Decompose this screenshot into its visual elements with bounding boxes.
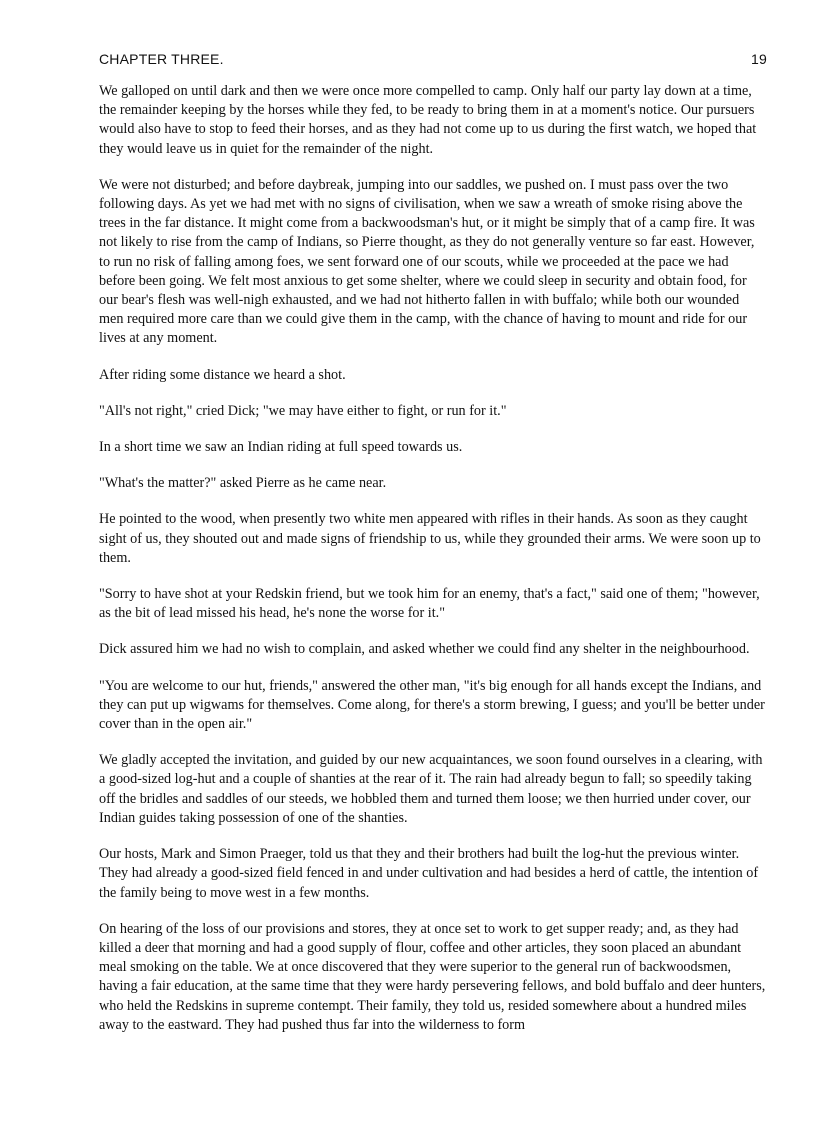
paragraph: "All's not right," cried Dick; "we may have either to fight, or run for it." [99,402,507,419]
paragraph: We gladly accepted the invitation, and guided by our new acquaintances, we soon found ourselves in a clearing, with a good-sized log-hut and a couple of shanties at the rear of it. The rain had already begun to fall; so speedily taking off the bridles and saddles of our steeds, we hobbled them and turned them loose; we then hurried under cover, our Indian guides taking possession of one of the shanties. [99,752,763,826]
page-number: 19 [751,51,767,67]
paragraph: We galloped on until dark and then we were once more compelled to camp. Only half our party lay down at a time, the remainder keeping by the horses while they fed, to be ready to bring them in at a moment's notice. Our pursuers would also have to stop to feed their horses, and as they had not come up to us during the first watch, we hoped that they would leave us in quiet for the remainder of the night. [99,83,757,157]
paragraph: On hearing of the loss of our provisions and stores, they at once set to work to get supper ready; and, as they had killed a deer that morning and had a good supply of flour, coffee and other articles, they soon placed an abundant meal smoking on the table. We at once discovered that they were superior to the general run of backwoodsmen, having a fair education, at the same time that they were hardy persevering fellows, and bold buffalo and deer hunters, who held the Redskins in supreme contempt. Their family, they told us, resided somewhere about a hundred miles away to the eastward. They had pushed thus far into the wilderness to form [99,920,766,1033]
paragraph: We were not disturbed; and before daybreak, jumping into our saddles, we pushed on. I must pass over the two following days. As yet we had met with no signs of civilisation, when we saw a wreath of smoke rising above the trees in the far distance. It might come from a backwoodsman's hut, or it might be simply that of a camp fire. It was not likely to rise from the camp of Indians, so Pierre thought, as they do not generally venture so far east. However, to run no risk of falling among foes, we sent forward one of our scouts, while we proceeded at the pace we had before been going. We felt most anxious to get some shelter, where we could sleep in security and obtain food, for our bear's flesh was well-nigh exhausted, and we had not hitherto fallen in with buffalo; while both our wounded men required more care than we could give them in the camp, with the chance of having to mount and ride for our lives at any moment. [99,176,755,347]
paragraph: "You are welcome to our hut, friends," answered the other man, "it's big enough for all hands except the Indians, and they can put up wigwams for themselves. Come along, for there's a storm brewing, I guess; and you'll be better under cover than in the open air." [99,677,765,733]
document-page [99,51,767,1052]
paragraph: In a short time we saw an Indian riding at full speed towards us. [99,439,463,456]
body-text [99,82,767,1035]
running-header [99,51,767,71]
chapter-title: CHAPTER THREE. [99,51,224,67]
paragraph: Dick assured him we had no wish to complain, and asked whether we could find any shelter in the neighbourhood. [99,641,750,658]
paragraph: He pointed to the wood, when presently two white men appeared with rifles in their hands. As soon as they caught sight of us, they shouted out and made signs of friendship to us, while they grounded their arms. We were soon up to them. [99,511,761,566]
paragraph: "What's the matter?" asked Pierre as he came near. [99,475,387,492]
paragraph: After riding some distance we heard a shot. [99,366,346,383]
paragraph: "Sorry to have shot at your Redskin friend, but we took him for an enemy, that's a fact," said one of them; "however, as the bit of lead missed his head, he's none the worse for it." [99,586,760,622]
paragraph: Our hosts, Mark and Simon Praeger, told us that they and their brothers had built the log-hut the previous winter. They had already a good-sized field fenced in and under cultivation and had besides a herd of cattle, the intention of the family being to move west in a few months. [99,846,759,901]
